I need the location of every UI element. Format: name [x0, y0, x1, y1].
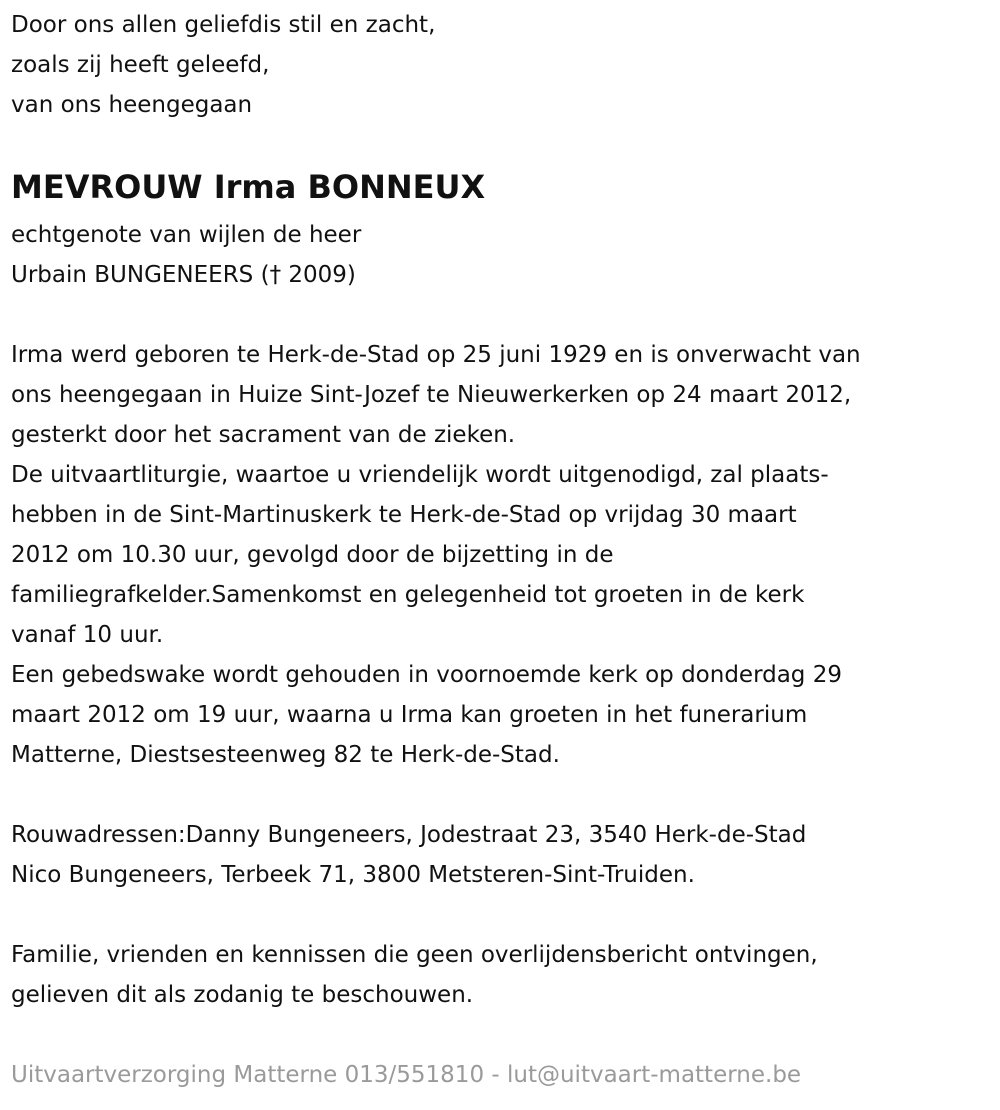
body-line: hebben in de Sint-Martinuskerk te Herk-de-Stad op vrijdag 30 maart	[11, 502, 797, 528]
funeral-home-footer	[11, 1055, 801, 1095]
body-line: maart 2012 om 19 uur, waarna u Irma kan groeten in het funerarium	[11, 702, 808, 728]
mourning-addresses	[11, 815, 806, 895]
poem-line: Door ons allen geliefdis stil en zacht,	[11, 12, 436, 38]
poem	[11, 5, 435, 125]
body-line: Irma werd geboren te Herk-de-Stad op 25 juni 1929 en is onverwacht van	[11, 342, 861, 368]
body-line: 2012 om 10.30 uur, gevolgd door de bijzetting in de	[11, 542, 614, 568]
notice-line: Familie, vrienden en kennissen die geen overlijdensbericht ontvingen,	[11, 942, 818, 968]
deceased-name: MEVROUW Irma BONNEUX	[11, 168, 486, 206]
poem-line: zoals zij heeft geleefd,	[11, 52, 270, 78]
spouse-line: Urbain BUNGENEERS († 2009)	[11, 262, 356, 288]
body-line: gesterkt door het sacrament van de zieken.	[11, 422, 516, 448]
address-line: Nico Bungeneers, Terbeek 71, 3800 Metsteren-Sint-Truiden.	[11, 862, 695, 888]
notice-line: gelieven dit als zodanig te beschouwen.	[11, 982, 474, 1008]
body-line: familiegrafkelder.Samenkomst en gelegenheid tot groeten in de kerk	[11, 582, 805, 608]
body-line: ons heengegaan in Huize Sint-Jozef te Nieuwerkerken op 24 maart 2012,	[11, 382, 852, 408]
announcement-body	[11, 335, 861, 775]
footer-text: Uitvaartverzorging Matterne 013/551810 - lut@uitvaart-matterne.be	[11, 1062, 802, 1088]
body-line: Matterne, Diestsesteenweg 82 te Herk-de-Stad.	[11, 742, 560, 768]
spouse-info	[11, 215, 361, 295]
body-line: Een gebedswake wordt gehouden in voornoemde kerk op donderdag 29	[11, 662, 842, 688]
body-line: De uitvaartliturgie, waartoe u vriendelijk wordt uitgenodigd, zal plaats-	[11, 462, 829, 488]
poem-line: van ons heengegaan	[11, 92, 253, 118]
notice	[11, 935, 818, 1015]
address-line: Rouwadressen:Danny Bungeneers, Jodestraat 23, 3540 Herk-de-Stad	[11, 822, 807, 848]
spouse-line: echtgenote van wijlen de heer	[11, 222, 362, 248]
body-line: vanaf 10 uur.	[11, 622, 164, 648]
